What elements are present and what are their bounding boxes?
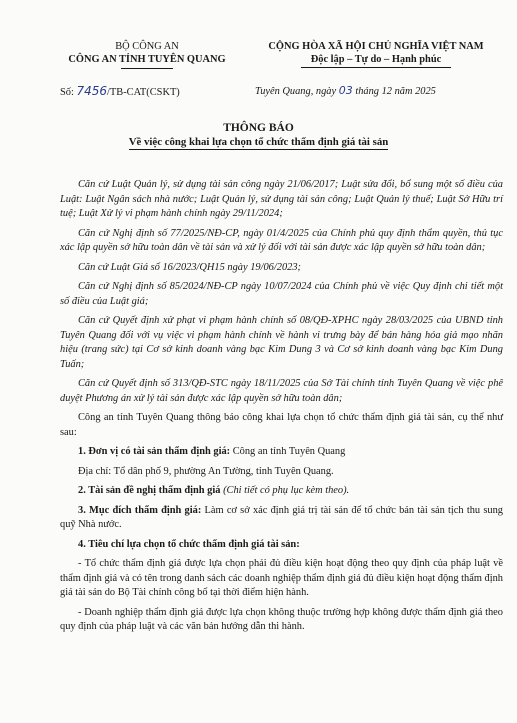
agency-name: CÔNG AN TỈNH TUYÊN QUANG [68,54,226,65]
number-suffix: /TB-CAT(CSKT) [107,87,180,98]
intro-paragraph: Công an tỉnh Tuyên Quang thông báo công khai lựa chọn tổ chức thẩm định giá tài sản, cụ thể như sau: [60,412,503,438]
section-4-item: - Doanh nghiệp thẩm định giá được lựa chọn không thuộc trường hợp không được thẩm định giá theo quy định của pháp luật và các văn bản hướng dẫn thi hành. [60,606,503,632]
section-4-heading: 4. Tiêu chí lựa chọn tổ chức thẩm định giá tài sản: [78,538,300,550]
parent-agency: BỘ CÔNG AN [115,41,179,52]
section-3-value: Làm cơ sở xác định giá trị tài sản để tổ chức bán tài sản tịch thu sung quỹ Nhà nước. [60,504,503,530]
legal-basis: Căn cứ Nghị định số 85/2024/NĐ-CP ngày 10/07/2024 của Chính phủ về việc Quy định chi tiết một số điều của Luật giá; [60,281,503,307]
legal-basis: Căn cứ Luật Quản lý, sử dụng tài sản công ngày 21/06/2017; Luật sửa đổi, bổ sung một số điều của Luật: Luật Ngân sách nhà nước; Luật Quản lý, sử dụng tài sản công; Luật Quản lý thuế; Luật Sở Hữu trí tuệ; Luật Xử lý vi phạm hành chính ngày 29/11/2024; [60,179,503,219]
national-motto: Độc lập – Tự do – Hạnh phúc [310,54,442,65]
subtitle-text: Về việc công khai lựa chọn tổ chức thẩm định giá tài sản [128,136,389,148]
legal-basis: Căn cứ Quyết định số 313/QĐ-STC ngày 18/11/2025 của Sở Tài chính tỉnh Tuyên Quang về việc phê duyệt Phương án xử lý tài sản được xác lập quyền sở hữu toàn dân; [60,378,503,404]
section-1-heading: 1. Đơn vị có tài sản thẩm định giá: [78,446,231,457]
legal-basis: Căn cứ Quyết định xử phạt vi phạm hành chính số 08/QĐ-XPHC ngày 28/03/2025 của UBND tỉnh Tuyên Quang đối với vụ việc vi phạm hành chính về hành vi trưng bày để bán hàng hóa giả mạo nhãn hiệu (trang sức) tại Cơ sở kinh doanh vàng bạc Kim Dung 3 và Cơ sở kinh doanh vàng bạc Kim Dung Tuấn; [60,315,503,370]
section-1-address: Địa chỉ: Tổ dân phố 9, phường An Tường, tỉnh Tuyên Quang. [78,465,334,477]
section-1 [60,445,503,460]
document-number [60,84,180,98]
section-1-value: Công an tỉnh Tuyên Quang [232,446,346,457]
document-title: THÔNG BÁO [223,122,294,134]
section-2-heading: 2. Tài sản đề nghị thẩm định giá [78,485,221,496]
document-date [255,84,436,97]
section-4-item: - Tổ chức thẩm định giá được lựa chọn phải đủ điều kiện hoạt động theo quy định của pháp luật về thẩm định giá và có tên trong danh sách các doanh nghiệp thẩm định giá đủ điều kiện hoạt động thẩm định giá tài sản do Bộ Tài chính công bố tại thời điểm hiện hành. [60,558,503,598]
section-3-heading: 3. Mục đích thẩm định giá: [78,504,202,516]
handwritten-day: 03 [338,84,353,97]
issuing-agency [62,40,232,69]
number-prefix: Số: [60,87,74,98]
legal-basis: Căn cứ Nghị định số 77/2025/NĐ-CP, ngày 01/4/2025 của Chính phủ quy định thẩm quyền, thủ tục xác lập quyền sở hữu toàn dân về tài sản và xử lý đối với tài sản được xác lập quyền sở hữu toàn dân; [60,227,503,253]
document-subtitle [0,136,517,150]
date-place: Tuyên Quang, ngày [255,86,337,97]
national-heading [245,40,507,68]
agency-underline [121,68,173,69]
date-rest: tháng 12 năm 2025 [355,86,436,97]
motto-underline [301,67,451,68]
section-2 [60,484,503,499]
section-3 [60,504,503,533]
legal-basis: Căn cứ Luật Giá số 16/2023/QH15 ngày 19/06/2023; [78,261,302,273]
national-title: CỘNG HÒA XÃ HỘI CHỦ NGHĨA VIỆT NAM [268,41,484,52]
document-body [60,178,503,640]
handwritten-number: 7456 [76,84,108,98]
section-2-note: (Chi tiết có phụ lục kèm theo). [223,485,350,496]
